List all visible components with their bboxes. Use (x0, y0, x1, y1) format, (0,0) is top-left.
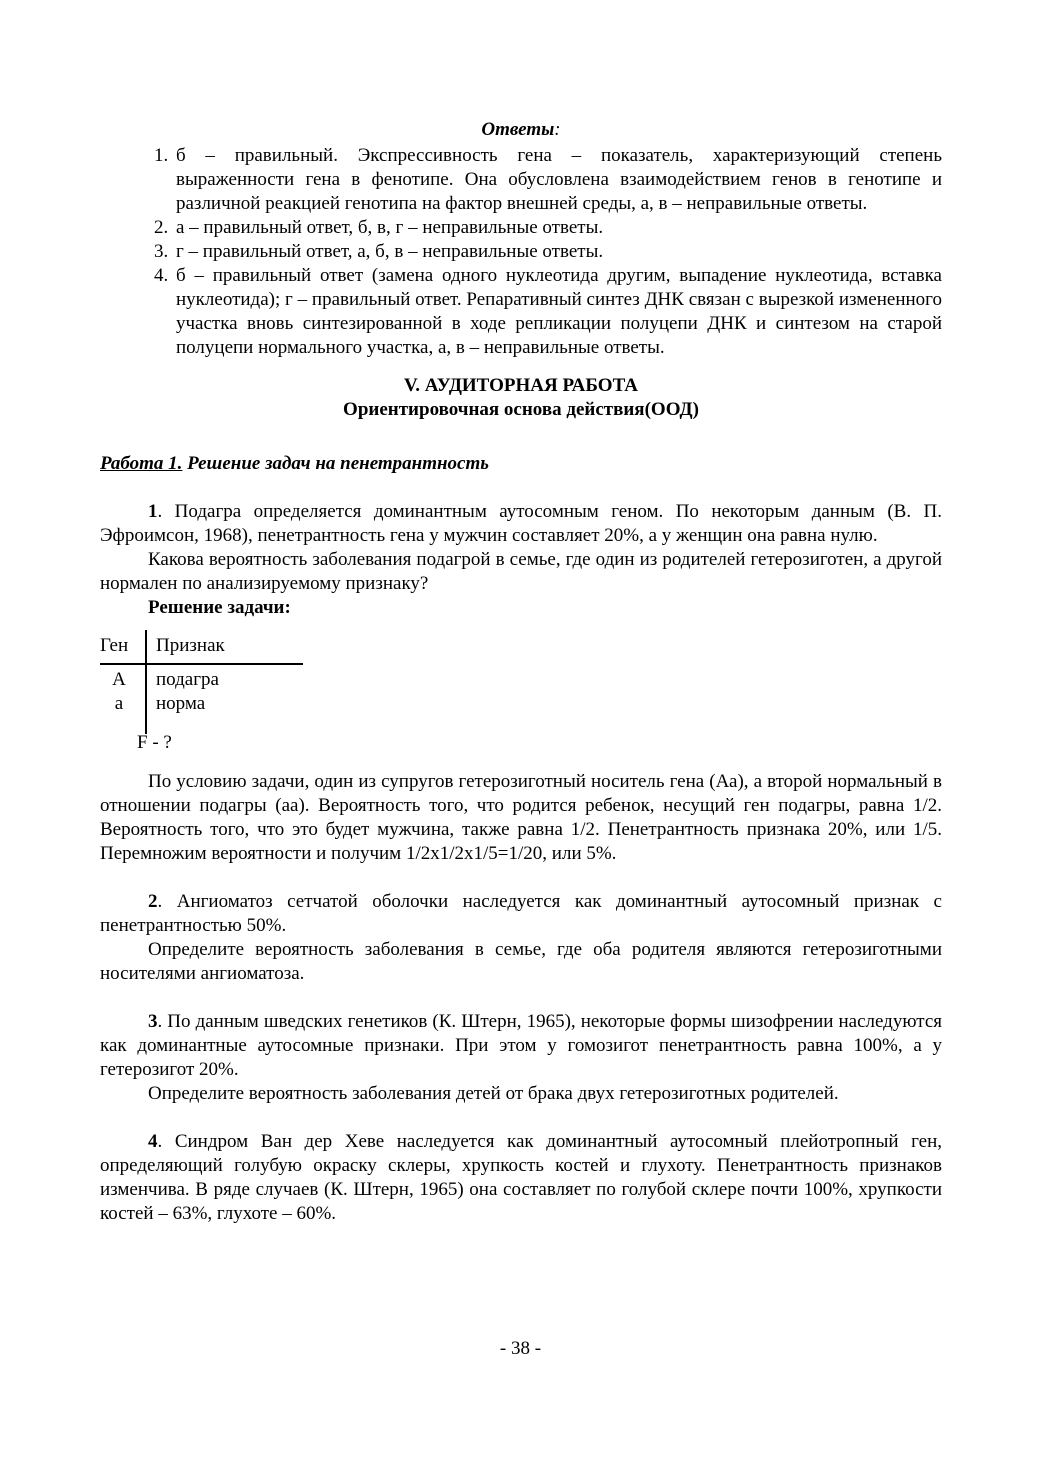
task1-solution-label: Решение задачи: (148, 597, 291, 618)
task3-number: 3 (148, 1011, 158, 1032)
task4-text: . Синдром Ван дер Хеве наследуется как доминантный аутосомный плейотропный ген, определяющий голубую окраску склеры, хрупкость костей и глухоту. Пенетрантность признаков изменчива. В ряде случаев (К. Штерн, 1965) она составляет по голубой склере почти 100%, хрупкости костей – 63%, глухоте – 60%. (100, 1131, 942, 1224)
table-gene-1: А (112, 669, 126, 690)
table-horizontal-line (100, 663, 303, 665)
task4-condition (100, 1130, 942, 1226)
table-gene-2: а (114, 693, 124, 714)
task1-solution: По условию задачи, один из супругов гетерозиготный носитель гена (Аа), а второй нормальный в отношении подагры (аа). Вероятность того, что родится ребенок, несущий ген подагры, равна 1/2. Вероятность того, что это будет мужчина, также равна 1/2. Пенетрантность признака 20%, или 1/5. Перемножим вероятности и получим 1/2х1/2х1/5=1/20, или 5%. (100, 771, 942, 864)
answers-list (100, 144, 942, 360)
answer-item-1: 1. б – правильный. Экспрессивность гена – показатель, характеризующий степень выраженности гена в фенотипе. Она обусловлена взаимодействием генов в генотипе и различной реакцией генотипа на фактор внешней среды, а, в – неправильные ответы. (173, 144, 942, 216)
table-trait-1: подагра (156, 669, 219, 690)
table-vertical-line (145, 630, 147, 734)
gene-trait-table (100, 630, 942, 770)
task4-number: 4 (148, 1131, 158, 1152)
work-title-text: Решение задач на пенетрантность (182, 453, 489, 474)
task1-text: . Подагра определяется доминантным аутосомным геном. По некоторым данным (В. П. Эфроимсон, 1968), пенетрантность гена у мужчин составляет 20%, а у женщин она равна нулю. (100, 501, 942, 546)
section-subheading: Ориентировочная основа действия(ООД) (343, 399, 699, 420)
answers-heading-line (100, 118, 942, 142)
answers-heading: Ответы (481, 119, 555, 140)
section-heading: V. АУДИТОРНАЯ РАБОТА (403, 375, 639, 396)
answer-item-2: 2. а – правильный ответ, б, в, г – неправильные ответы. (173, 216, 942, 240)
task1-question: Какова вероятность заболевания подагрой в семье, где один из родителей гетерозиготен, а другой нормален по анализируемому признаку? (100, 549, 942, 594)
table-f-label: F - ? (137, 732, 172, 753)
task1-condition (100, 500, 942, 548)
task3-question: Определите вероятность заболевания детей от брака двух гетерозиготных родителей. (148, 1083, 839, 1104)
work-label: Работа 1. (100, 453, 183, 474)
table-header-gene: Ген (100, 635, 129, 656)
table-header-trait: Признак (156, 635, 225, 656)
table-trait-2: норма (156, 693, 206, 714)
work-title (100, 452, 942, 476)
task1-number: 1 (148, 501, 158, 522)
task2-question: Определите вероятность заболевания в семье, где оба родителя являются гетерозиготными носителями ангиоматоза. (100, 939, 942, 984)
task3-condition (100, 1010, 942, 1082)
task2-text: . Ангиоматоз сетчатой оболочки наследуется как доминантный аутосомный признак с пенетрантностью 50%. (100, 891, 942, 936)
answers-heading-colon: : (554, 119, 561, 140)
task3-text: . По данным шведских генетиков (К. Штерн, 1965), некоторые формы шизофрении наследуются как доминантные аутосомные признаки. При этом у гомозигот пенетрантность равна 100%, а у гетерозигот 20%. (100, 1011, 942, 1080)
task2-number: 2 (148, 891, 158, 912)
page-number: - 38 - (499, 1338, 542, 1359)
answer-item-4: 4. б – правильный ответ (замена одного нуклеотида другим, выпадение нуклеотида, вставка нуклеотида); г – правильный ответ. Репаративный синтез ДНК связан с вырезкой измененного участка вновь синтезированной в ходе репликации полуцепи ДНК и синтезом на старой полуцепи нормального участка, а, в – неправильные ответы. (173, 264, 942, 360)
task2-condition (100, 890, 942, 938)
answer-item-3: 3. г – правильный ответ, а, б, в – неправильные ответы. (173, 240, 942, 264)
page-content (100, 118, 942, 1226)
